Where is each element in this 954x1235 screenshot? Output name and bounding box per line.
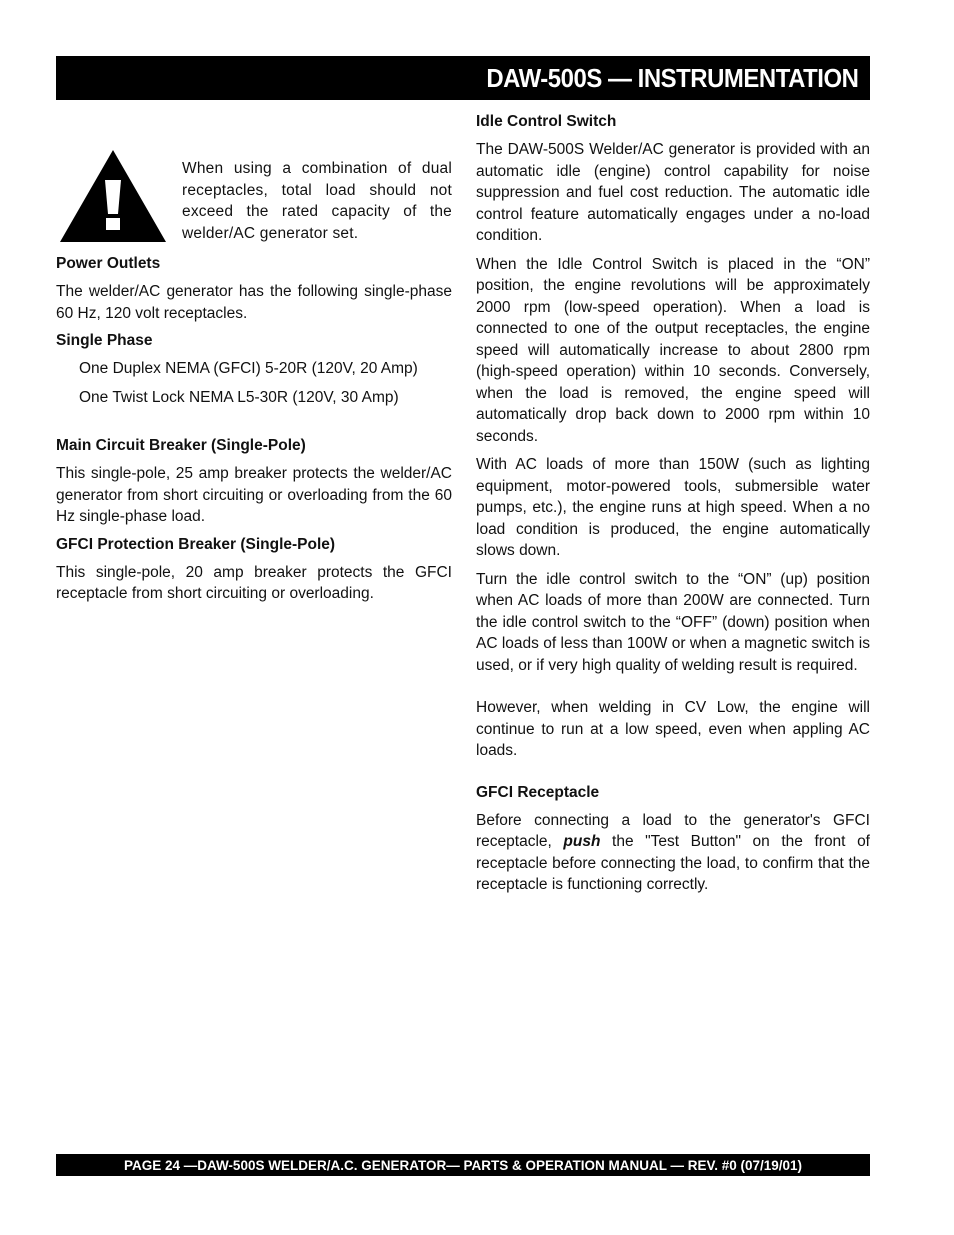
idle-control-heading: Idle Control Switch [476,113,617,130]
idle-paragraph: However, when welding in CV Low, the engine will continue to run at a low speed, even when appling AC loads. [476,699,870,759]
gfci-receptacle-text [476,810,870,896]
list-item: One Duplex NEMA (GFCI) 5-20R (120V, 20 Amp) [79,360,418,377]
left-column [56,112,452,612]
gfci-receptacle-heading: GFCI Receptacle [476,783,600,801]
power-outlets-heading: Power Outlets [56,255,161,272]
gfci-text-after: the "Test Button" on the front of receptacle before connecting the load, to confirm that the receptacle is functioning correctly. [476,833,870,893]
idle-paragraph: Turn the idle control switch to the “ON” (up) position when AC loads of more than 200W are connected. Turn the idle control switch to the “OFF” (down) position when AC loads of less than 100W or when a magnetic switch is used, or if very high quality of welding result is required. [476,570,870,674]
warning-text: When using a combination of dual receptacles, total load should not exceed the rated capacity of the welder/AC generator set. [182,160,452,242]
warning-notice [56,158,452,244]
header-bar [56,56,870,100]
idle-paragraph: With AC loads of more than 150W (such as lighting equipment, motor-powered tools, submersible water pumps, etc.), the engine runs at high speed. When a no load condition is produced, the engine automatically slows down. [476,456,870,559]
right-column [476,112,870,903]
main-breaker-text: This single-pole, 25 amp breaker protects the welder/AC generator from short circuiting or overloading from the 60 Hz single-phase load. [56,465,452,525]
warning-icon [60,150,166,242]
single-phase-heading: Single Phase [56,332,153,349]
power-outlets-text: The welder/AC generator has the following single-phase 60 Hz, 120 volt receptacles. [56,283,452,322]
footer-bar [56,1154,870,1176]
main-breaker-heading: Main Circuit Breaker (Single-Pole) [56,437,306,454]
list-item: One Twist Lock NEMA L5-30R (120V, 30 Amp) [79,388,399,406]
page-title: DAW-500S — INSTRUMENTATION [485,62,858,93]
idle-paragraph: The DAW-500S Welder/AC generator is provided with an automatic idle (engine) control capability for noise suppression and fuel cost reduction. The automatic idle control feature automatically engages under a no-load condition. [476,141,870,244]
gfci-text-before: Before connecting a load to the generator's GFCI receptacle, [476,811,870,850]
gfci-breaker-text: This single-pole, 20 amp breaker protects the GFCI receptacle from short circuiting or overloading. [56,563,452,602]
footer-text: PAGE 24 —DAW-500S WELDER/A.C. GENERATOR— PARTS & OPERATION MANUAL — REV. #0 (07/19/01) [123,1157,803,1173]
gfci-breaker-heading: GFCI Protection Breaker (Single-Pole) [56,535,336,553]
idle-paragraph: When the Idle Control Switch is placed in the “ON” position, the engine revolutions will be approximately 2000 rpm (low-speed operation). When a load is connected to one of the output receptacles, the engine speed will automatically increase to about 2800 rpm (high-speed operation) within 10 seconds. Conversely, when the load is removed, the engine speed will automatically drop back down to 2000 rpm within 10 seconds. [476,255,870,445]
push-emphasis: push [563,833,601,850]
